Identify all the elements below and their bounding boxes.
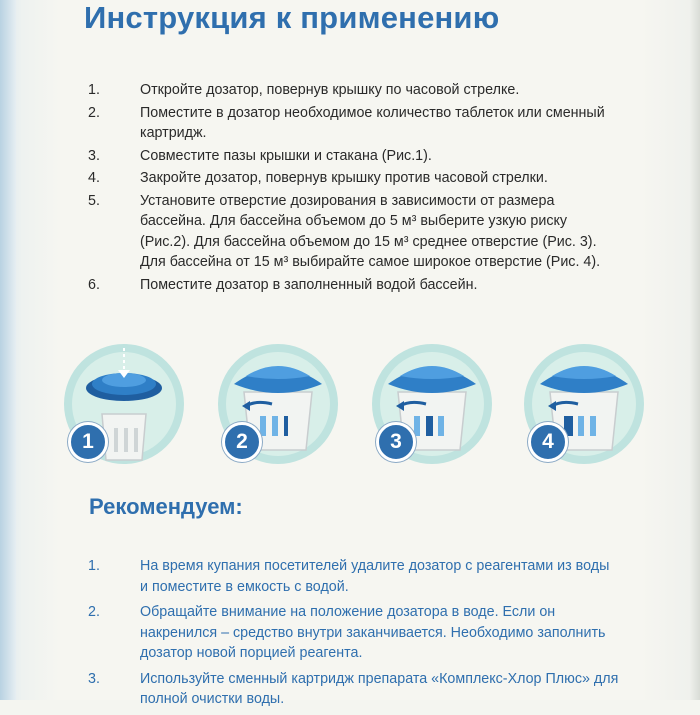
item-number: 6. xyxy=(88,276,100,293)
figure-4-badge: 4 xyxy=(528,422,568,462)
recommend-title: Рекомендуем: xyxy=(89,494,243,519)
figure-3 xyxy=(370,342,494,466)
figure-3-badge: 3 xyxy=(376,422,416,462)
item-text: Установите отверстие дозирования в зависимости от размера бассейна. Для бассейна объемом до 5 м³ выберите узкую риску (Рис.2). Для бассейна объемом до 15 м³ среднее отверстие (Рис. 3). Для бассейна от 15 м³ выбирайте самое широкое отверстие (Рис. 4). xyxy=(140,192,601,270)
item-number: 3. xyxy=(88,147,100,164)
item-text: Откройте дозатор, повернув крышку по часовой стрелке. xyxy=(140,82,520,98)
list-item xyxy=(0,103,700,144)
item-text: Используйте сменный картридж препарата «Комплекс-Хлор Плюс» для полной очистки воды. xyxy=(140,670,619,707)
item-text: Поместите дозатор в заполненный водой бассейн. xyxy=(140,276,478,293)
figure-1-badge: 1 xyxy=(68,422,108,462)
figure-4 xyxy=(522,342,646,466)
figure-1 xyxy=(62,342,186,466)
item-text: Совместите пазы крышки и стакана (Рис.1). xyxy=(140,147,432,164)
list-item xyxy=(0,168,700,189)
item-number: 1. xyxy=(88,82,100,98)
figure-2 xyxy=(216,342,340,466)
item-text: Закройте дозатор, повернув крышку против часовой стрелки. xyxy=(140,170,548,186)
list-item xyxy=(0,556,700,597)
item-number: 3. xyxy=(88,670,100,687)
item-number: 5. xyxy=(88,192,100,209)
item-number: 4. xyxy=(88,170,100,186)
list-item xyxy=(0,669,700,710)
page-title: Инструкция к применению xyxy=(84,0,500,35)
item-text: Обращайте внимание на положение дозатора в воде. Если он накренился – средство внутри заканчивается. Необходимо заполнить дозатор новой порцией реагента. xyxy=(140,604,606,661)
list-item xyxy=(0,146,700,167)
item-number: 1. xyxy=(88,558,100,574)
item-number: 2. xyxy=(88,104,100,121)
item-number: 2. xyxy=(88,604,100,620)
list-item xyxy=(0,602,700,664)
figure-row xyxy=(0,342,700,472)
recommend-list xyxy=(0,556,700,715)
list-item xyxy=(0,80,700,101)
list-item xyxy=(0,191,700,273)
item-text: На время купания посетителей удалите дозатор с реагентами из воды и поместите в емкость с водой. xyxy=(140,558,610,595)
list-item xyxy=(0,275,700,296)
item-text: Поместите в дозатор необходимое количество таблеток или сменный картридж. xyxy=(140,104,605,141)
figure-2-badge: 2 xyxy=(222,422,262,462)
instruction-list xyxy=(0,80,700,297)
